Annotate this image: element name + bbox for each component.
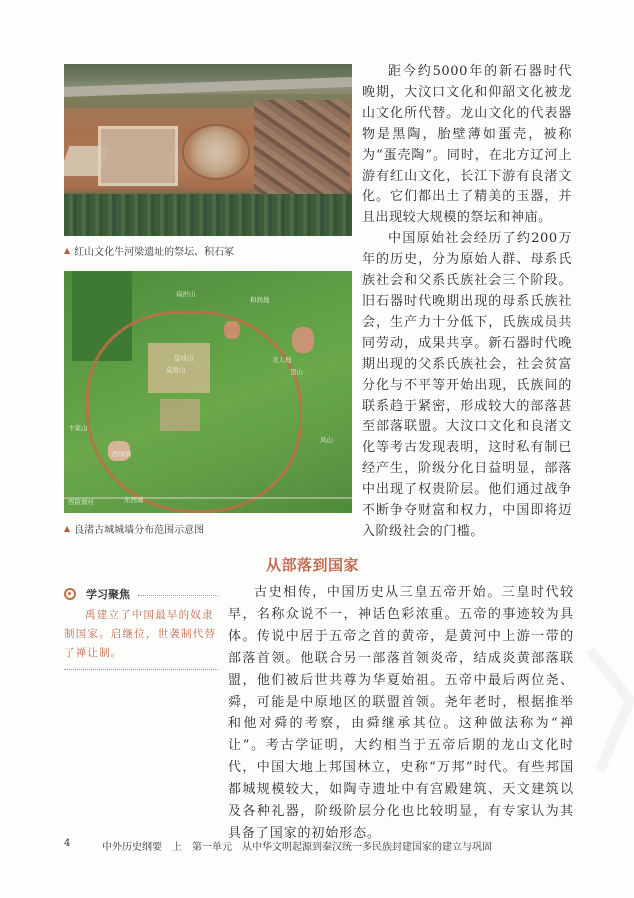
volume-label: 上 xyxy=(172,842,182,853)
target-icon xyxy=(64,588,76,600)
map-label: 卞家山 xyxy=(68,424,88,432)
unit-label: 第一单元 xyxy=(192,842,232,853)
page-number: 4 xyxy=(64,838,71,849)
dotted-divider xyxy=(138,595,218,596)
section-title: 从部落到国家 xyxy=(266,556,360,574)
liangzhu-city-wall-map xyxy=(64,271,352,513)
dotted-divider xyxy=(64,669,218,670)
map-label: 和尚地 xyxy=(250,296,270,304)
caption-text: 良渚古城城墙分布范围示意图 xyxy=(74,525,205,536)
niuheliang-site-photo xyxy=(64,64,352,236)
map-label: 西险塘村 xyxy=(68,498,94,506)
study-focus-title: 学习聚焦 xyxy=(86,588,130,601)
section-body xyxy=(228,582,574,845)
book-title: 中外历史纲要 xyxy=(102,842,162,853)
right-column-text xyxy=(362,62,572,543)
map-label: 里山 xyxy=(290,368,303,376)
map-label: 东西墙 xyxy=(124,496,144,504)
caption-text: 红山文化牛河梁遗址的祭坛、积石冢 xyxy=(74,247,235,258)
study-focus-text: 禹建立了中国最早的奴隶制国家。启继位，世袭制代替了禅让制。 xyxy=(64,609,217,659)
triangle-marker-icon: ▲ xyxy=(64,246,71,255)
map-label: 皇坟山 xyxy=(174,354,194,362)
page-footer xyxy=(64,838,502,853)
watermark-decoration xyxy=(580,640,634,780)
figure-caption-1 xyxy=(64,243,234,258)
map-label: 西城墙 xyxy=(112,450,132,458)
paragraph-five-emperors: 古史相传，中国历史从三皇五帝开始。三皇时代较早，名称众说不一，神话色彩浓重。五帝的事迹较为具体。传说中居于五帝之首的黄帝，是黄河中上游一带的部落首领。他联合另一部落首领炎帝，结成炎黄部落联盟，他们被后世共尊为华夏始祖。五帝中最后两位尧、舜，可能是中原地区的联盟首领。尧年老时，根据推举和他对舜的考察，由舜继承其位。这种做法称为“禅让”。考古学证明，大约相当于五帝后期的龙山文化时代，中国大地上邦国林立，史称“万邦”时代。有些邦国都城规模较大，如陶寺遗址中有宫殿建筑、天文建筑以及各种礼器，阶级阶层分化也比较明显，有专家认为其具备了国家的初始形态。 xyxy=(228,585,574,841)
map-label: 莫角山 xyxy=(166,366,186,374)
map-label: 美人地 xyxy=(272,356,292,364)
triangle-marker-icon: ▲ xyxy=(64,524,71,533)
map-label: 扁担山 xyxy=(176,290,196,298)
paragraph-neolithic: 距今约5000年的新石器时代晚期，大汶口文化和仰韶文化被龙山文化所代替。龙山文化的代表器物是黑陶，胎壁薄如蛋壳，被称为“蛋壳陶”。同时，在北方辽河上游有红山文化，长江下游有良渚文化。它们都出土了精美的玉器，并且出现较大规模的祭坛和神庙。 xyxy=(362,64,572,226)
unit-title: 从中华文明起源到秦汉统一多民族封建国家的建立与巩固 xyxy=(242,842,492,853)
paragraph-primitive-society: 中国原始社会经历了约200万年的历史，分为原始人群、母系氏族社会和父系氏族社会三个阶段。旧石器时代晚期出现的母系氏族社会，生产力十分低下，氏族成员共同劳动，成果共享。新石器时代晚期出现的父系氏族社会，社会贫富分化与不平等开始出现，氏族间的联系趋于紧密，形成较大的部落甚至部落联盟。大汶口文化和良渚文化等考古发现表明，这时私有制已经产生，阶级分化日益明显，部落中出现了权贵阶层。他们通过战争不断争夺财富和权力，中国即将迈入阶级社会的门槛。 xyxy=(362,231,572,539)
study-focus-box xyxy=(64,586,218,670)
figure-caption-2 xyxy=(64,521,204,536)
map-label: 凤山 xyxy=(320,436,333,444)
